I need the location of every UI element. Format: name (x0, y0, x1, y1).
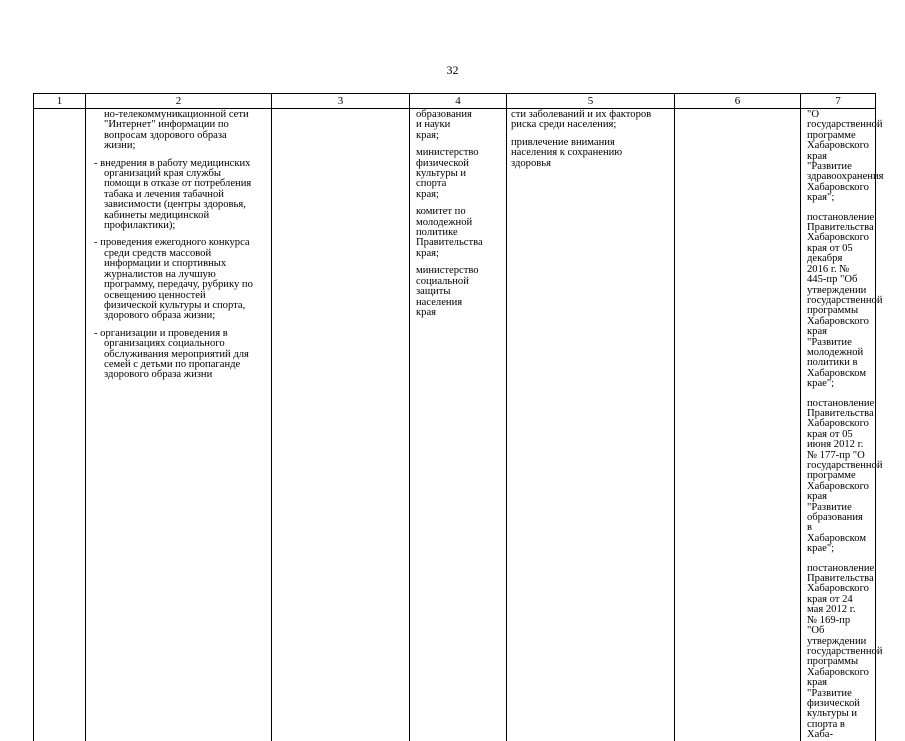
cell-results (507, 109, 675, 741)
cell-col-6 (675, 109, 801, 741)
legal-act-item: постановление Правительства Хабаровского края от 05 декабря 2016 г. № 445-пр "Об утверждении государственной программы Хабаровского края "Развитие молодежной политики в Хабаровском крае"; (807, 211, 883, 390)
column-header-7: 7 (801, 94, 876, 109)
responsible-item: образования и науки края; (416, 109, 472, 141)
cell-col-6-text (675, 109, 800, 110)
column-header-3: 3 (272, 94, 410, 109)
cell-measures (86, 109, 272, 741)
responsible-item: министерство физической культуры и спорта края; (416, 147, 479, 200)
table-row (34, 109, 876, 741)
measures-continuation: но-телекоммуникационной сети "Интернет" информации по вопросам здорового образа жизни; (104, 109, 249, 152)
cell-legal-basis (801, 109, 884, 741)
measure-item: - организации и проведения в организациях социального обслуживания мероприятий для семей с детьми по пропаганде здорового образа жизни (94, 327, 249, 381)
legal-act-item: "О государственной программе Хабаровского края "Развитие здравоохранения Хабаровского края"; (807, 109, 884, 204)
responsible-item: министерство социальной защиты населения края (416, 265, 479, 318)
legal-act-item: постановление Правительства Хабаровского края от 24 мая 2012 г. № 169-пр "Об утверждении государственной программы Хабаровского края "Развитие физической культуры и спорта в Хаба- (807, 562, 883, 741)
measure-item: - внедрения в работу медицинских организаций края службы помощи в отказе от потребления табака и лечения табачной зависимости (центры здоровья, кабинеты медицинской профилактики); (94, 157, 252, 232)
cell-col-1 (34, 109, 86, 741)
cell-responsible (410, 109, 507, 741)
table-header-row (34, 94, 876, 109)
responsible-item: комитет по молодежной политике Правительства края; (416, 206, 483, 259)
column-header-1: 1 (34, 94, 86, 109)
column-header-6: 6 (675, 94, 801, 109)
program-table (33, 93, 884, 741)
cell-col-3-text (272, 109, 409, 110)
column-header-4: 4 (410, 94, 507, 109)
page-number: 32 (446, 63, 459, 77)
result-item: привлечение внимания населения к сохранению здоровья (511, 136, 623, 169)
result-item: сти заболеваний и их факторов риска среди населения; (511, 109, 652, 131)
legal-act-item: постановление Правительства Хабаровского края от 05 июня 2012 г. № 177-пр "О государственной программе Хабаровского края "Развитие образования в Хабаровском крае"; (807, 397, 883, 555)
measure-item: - проведения ежегодного конкурса среди средств массовой информации и спортивных журналистов на лучшую программу, передачу, рубрику по освещению ценностей физической культуры и спорта, здорового образа жизни; (94, 237, 253, 322)
column-header-2: 2 (86, 94, 272, 109)
cell-col-1-text (34, 109, 85, 110)
column-header-5: 5 (507, 94, 675, 109)
cell-col-3 (272, 109, 410, 741)
